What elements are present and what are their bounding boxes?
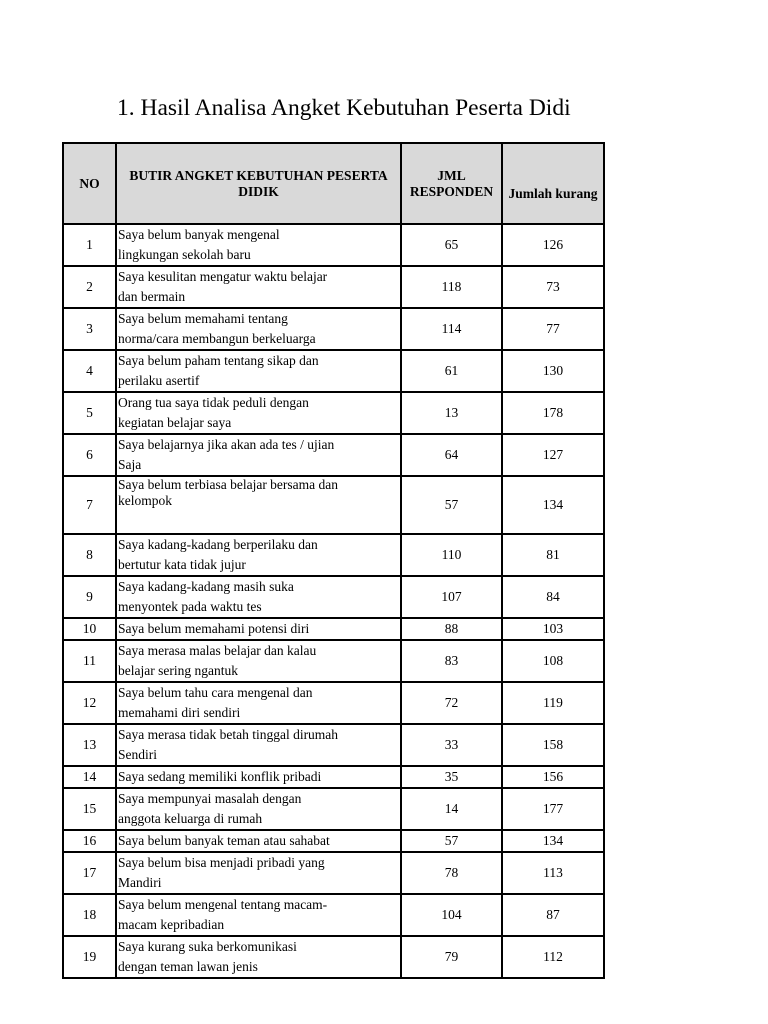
row-less-count: 134 [502,830,604,852]
row-respondents: 79 [401,936,502,978]
row-number: 4 [63,350,116,392]
row-less-count: 73 [502,266,604,308]
row-number: 17 [63,852,116,894]
row-number: 16 [63,830,116,852]
row-item-text: Saya merasa tidak betah tinggal dirumah Sendiri [116,724,401,766]
row-respondents: 35 [401,766,502,788]
row-item-text: Saya kurang suka berkomunikasi dengan teman lawan jenis [116,936,401,978]
row-respondents: 64 [401,434,502,476]
row-respondents: 57 [401,830,502,852]
row-number: 13 [63,724,116,766]
table-row [63,894,604,936]
row-respondents: 107 [401,576,502,618]
table-row [63,640,604,682]
row-item-text: Saya belum tahu cara mengenal dan memahami diri sendiri [116,682,401,724]
header-less: Jumlah kurang [502,143,604,224]
row-respondents: 33 [401,724,502,766]
row-item-text: Saya belum terbiasa belajar bersama dan kelompok [116,476,401,534]
row-respondents: 57 [401,476,502,534]
page-title: 1. Hasil Analisa Angket Kebutuhan Peserta Didi [117,95,571,121]
table-row [63,434,604,476]
table-row [63,224,604,266]
row-item-text: Saya mempunyai masalah dengan anggota keluarga di rumah [116,788,401,830]
row-item-text: Saya kadang-kadang berperilaku dan bertutur kata tidak jujur [116,534,401,576]
row-number: 14 [63,766,116,788]
row-respondents: 118 [401,266,502,308]
row-less-count: 127 [502,434,604,476]
table-row [63,266,604,308]
row-less-count: 119 [502,682,604,724]
table-row [63,350,604,392]
row-less-count: 84 [502,576,604,618]
row-less-count: 81 [502,534,604,576]
table-row [63,308,604,350]
row-less-count: 103 [502,618,604,640]
row-number: 1 [63,224,116,266]
table-row [63,392,604,434]
row-number: 12 [63,682,116,724]
row-item-text: Saya belajarnya jika akan ada tes / ujian Saja [116,434,401,476]
row-less-count: 126 [502,224,604,266]
row-item-text: Saya belum memahami potensi diri [116,618,401,640]
row-item-text: Saya belum banyak teman atau sahabat [116,830,401,852]
row-number: 15 [63,788,116,830]
row-respondents: 110 [401,534,502,576]
row-number: 3 [63,308,116,350]
row-item-text: Saya sedang memiliki konflik pribadi [116,766,401,788]
row-item-text: Saya kesulitan mengatur waktu belajar dan bermain [116,266,401,308]
table-header [63,143,604,224]
row-less-count: 87 [502,894,604,936]
header-no: NO [63,143,116,224]
table-row [63,852,604,894]
row-respondents: 13 [401,392,502,434]
row-respondents: 88 [401,618,502,640]
row-respondents: 72 [401,682,502,724]
header-respondents: JML RESPONDEN [401,143,502,224]
row-less-count: 108 [502,640,604,682]
row-less-count: 112 [502,936,604,978]
row-number: 5 [63,392,116,434]
row-item-text: Saya belum bisa menjadi pribadi yang Mandiri [116,852,401,894]
row-item-text: Saya kadang-kadang masih suka menyontek pada waktu tes [116,576,401,618]
row-item-text: Saya belum paham tentang sikap dan perilaku asertif [116,350,401,392]
row-number: 8 [63,534,116,576]
row-number: 19 [63,936,116,978]
row-item-text: Saya belum banyak mengenal lingkungan sekolah baru [116,224,401,266]
row-respondents: 104 [401,894,502,936]
row-item-text: Saya belum mengenal tentang macam- macam kepribadian [116,894,401,936]
survey-results-table [62,142,605,979]
row-respondents: 14 [401,788,502,830]
table-row [63,476,604,534]
row-respondents: 78 [401,852,502,894]
row-less-count: 113 [502,852,604,894]
table-row [63,830,604,852]
row-less-count: 130 [502,350,604,392]
row-less-count: 156 [502,766,604,788]
table-row [63,766,604,788]
row-less-count: 177 [502,788,604,830]
row-number: 18 [63,894,116,936]
row-respondents: 61 [401,350,502,392]
table-row [63,724,604,766]
row-number: 11 [63,640,116,682]
table-row [63,534,604,576]
row-respondents: 83 [401,640,502,682]
header-item: BUTIR ANGKET KEBUTUHAN PESERTA DIDIK [116,143,401,224]
row-less-count: 134 [502,476,604,534]
row-number: 9 [63,576,116,618]
row-number: 7 [63,476,116,534]
row-item-text: Orang tua saya tidak peduli dengan kegiatan belajar saya [116,392,401,434]
row-respondents: 114 [401,308,502,350]
table-row [63,682,604,724]
table-row [63,936,604,978]
header-row [63,143,604,224]
table-row [63,576,604,618]
table-row [63,618,604,640]
row-less-count: 77 [502,308,604,350]
row-number: 10 [63,618,116,640]
row-item-text: Saya belum memahami tentang norma/cara membangun berkeluarga [116,308,401,350]
row-item-text: Saya merasa malas belajar dan kalau belajar sering ngantuk [116,640,401,682]
row-number: 2 [63,266,116,308]
row-number: 6 [63,434,116,476]
row-less-count: 178 [502,392,604,434]
row-respondents: 65 [401,224,502,266]
table-row [63,788,604,830]
row-less-count: 158 [502,724,604,766]
table-body [63,224,604,978]
